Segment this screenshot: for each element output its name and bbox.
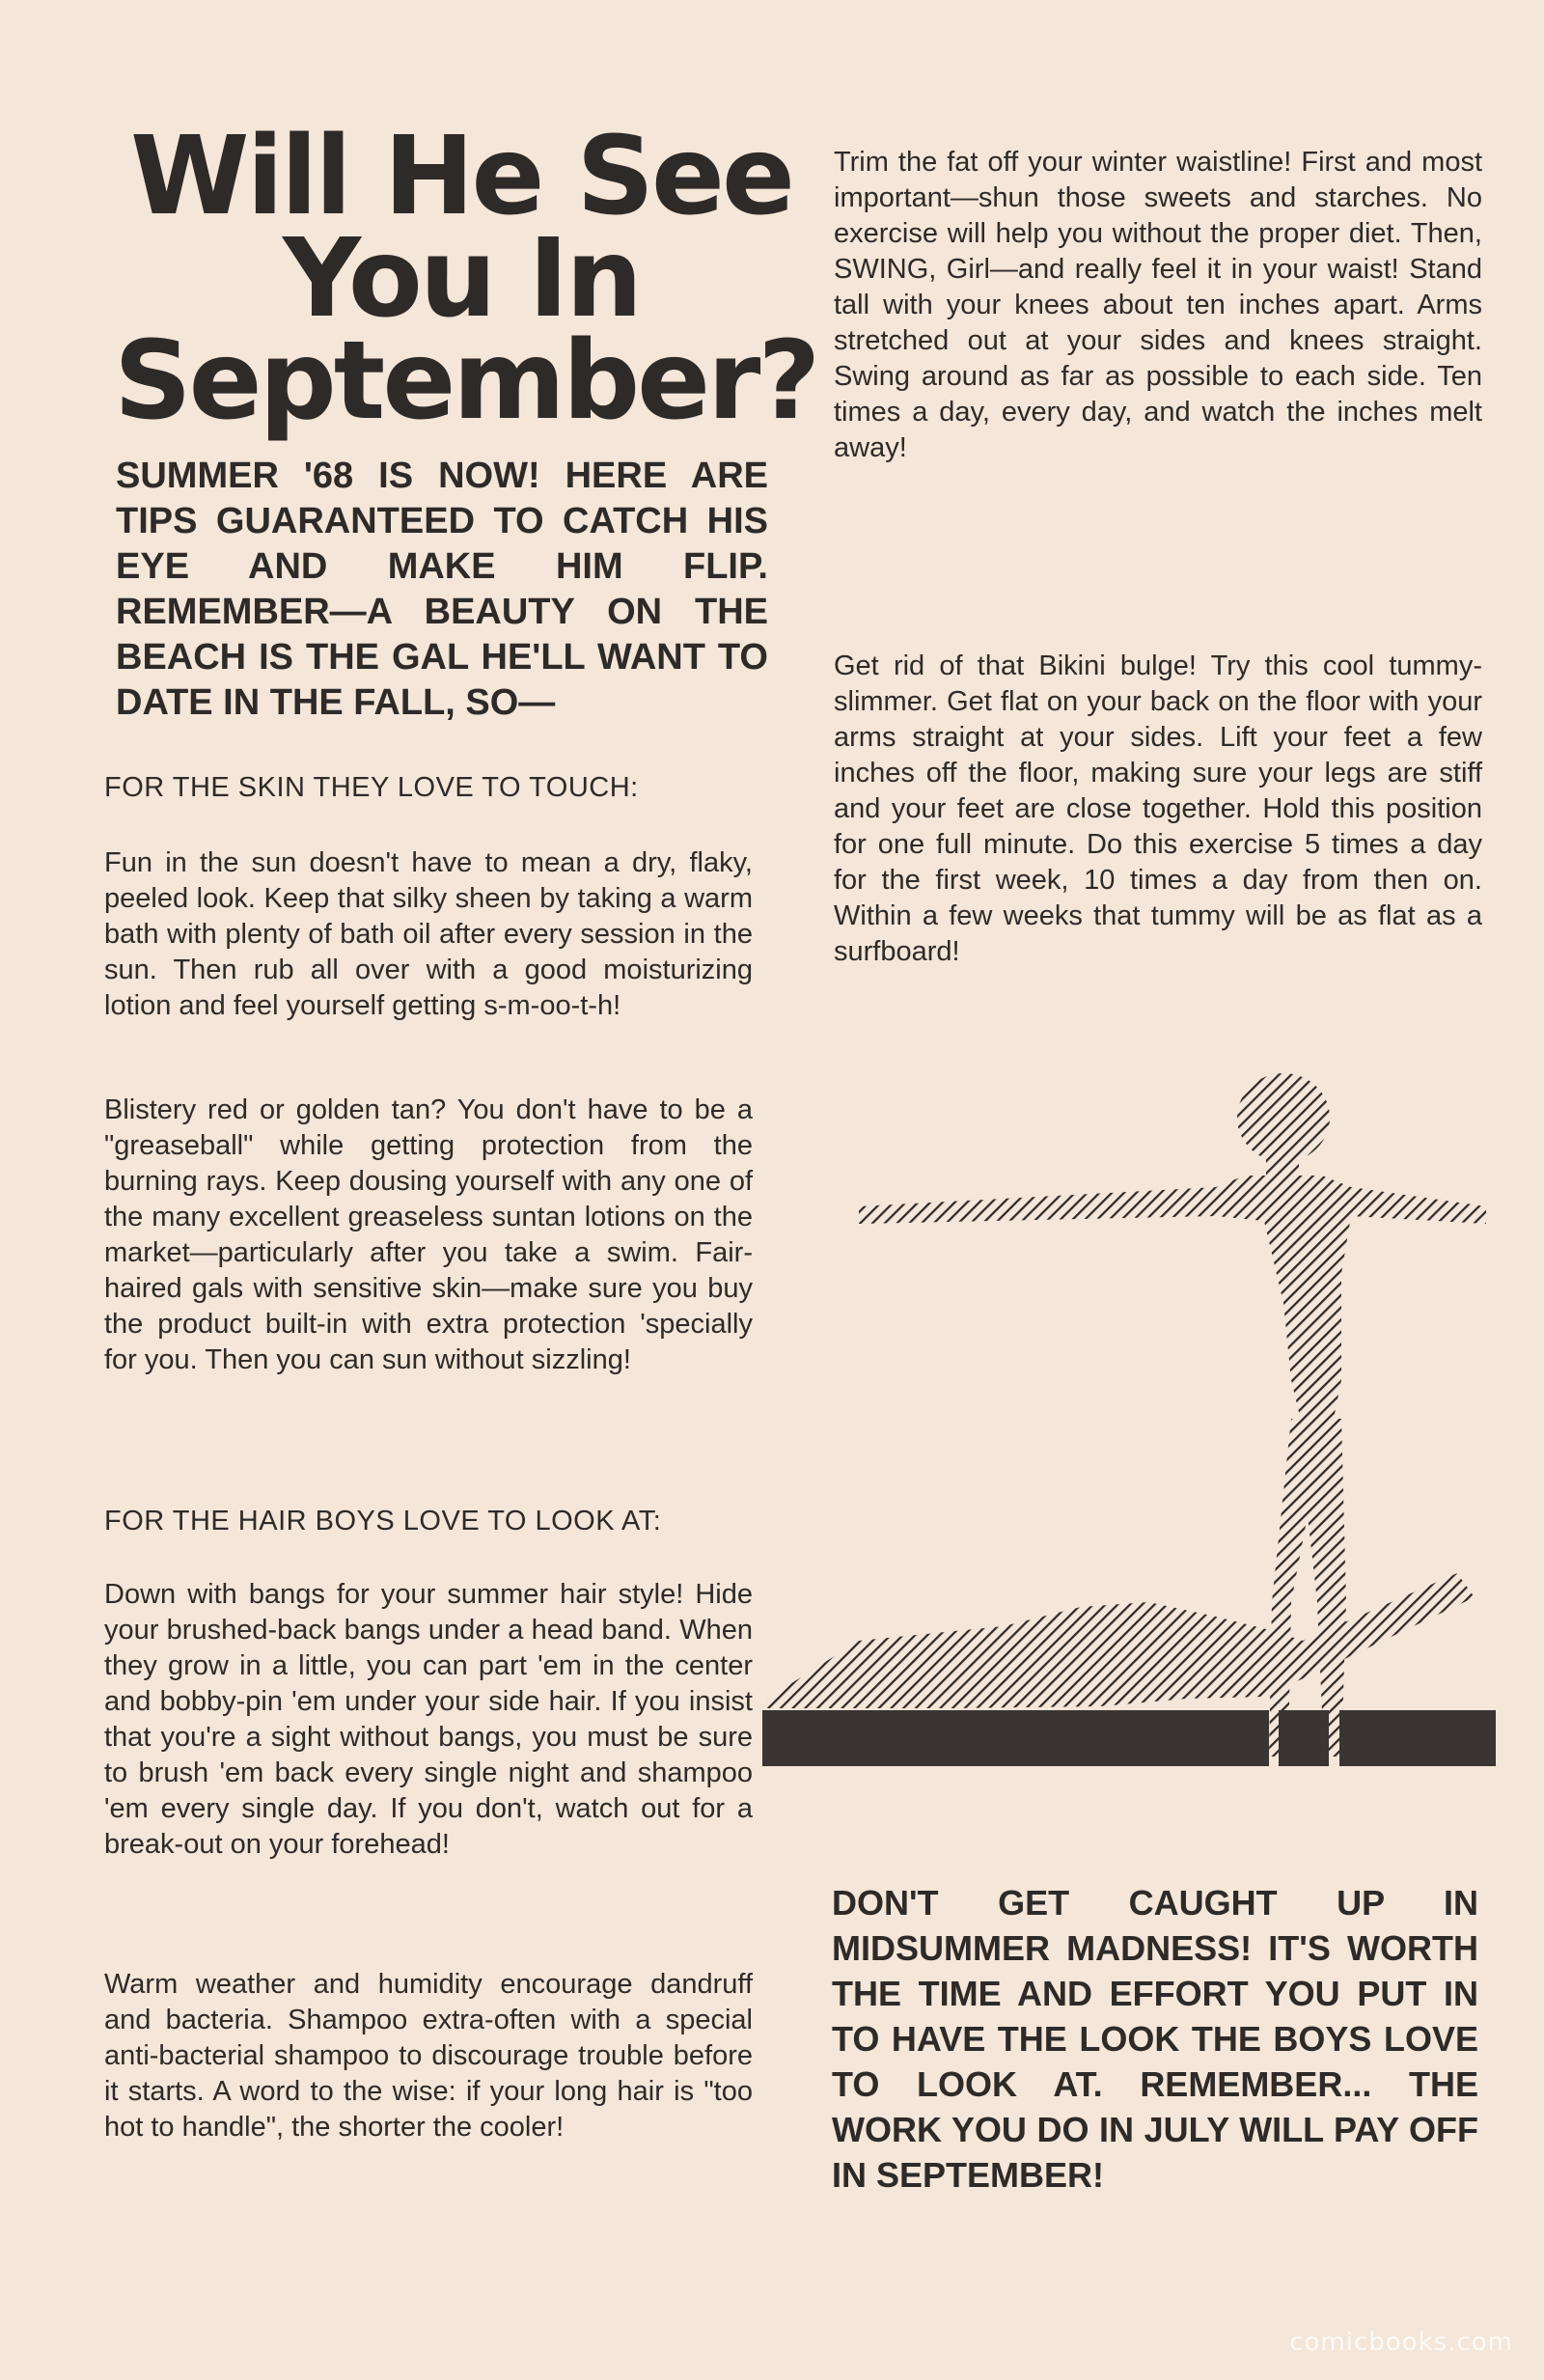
- headline-line-2: You In: [283, 216, 640, 342]
- exercise-illustration: [762, 1062, 1496, 1882]
- hair-paragraph-1: Down with bangs for your summer hair style! Hide your brushed-back bangs under a head band. When they grow in a little, you can part 'em in the center and bobby-pin 'em under your side hair. If you insist that you're a sight without bangs, you must be sure to brush 'em back every single night and shampoo 'em every single day. If you don't, watch out for a break-out on your forehead!: [104, 1579, 753, 1860]
- hair-section-heading: FOR THE HAIR BOYS LOVE TO LOOK AT:: [104, 1506, 662, 1536]
- intro-text: SUMMER '68 IS NOW! HERE ARE TIPS GUARANTEED TO CATCH HIS EYE AND MAKE HIM FLIP. REMEMBER—A BEAUTY ON THE BEACH IS THE GAL HE'LL WANT TO DATE IN THE FALL, SO—: [116, 456, 768, 723]
- closing-text: DON'T GET CAUGHT UP IN MIDSUMMER MADNESS! IT'S WORTH THE TIME AND EFFORT YOU PUT IN TO HAVE THE LOOK THE BOYS LOVE TO LOOK AT. REMEMBER... THE WORK YOU DO IN JULY WILL PAY OFF IN SEPTEMBER!: [832, 1883, 1478, 2195]
- lying-figure-icon: [767, 1573, 1475, 1708]
- headline-line-3: September?: [114, 318, 818, 444]
- headline: [114, 114, 818, 444]
- skin-paragraph-1: Fun in the sun doesn't have to mean a dry, flaky, peeled look. Keep that silky sheen by taking a warm bath with plenty of bath oil after every session in the sun. Then rub all over with a good moisturizing lotion and feel yourself getting s-m-oo-t-h!: [104, 847, 753, 1021]
- floor-bar: [762, 1710, 1496, 1766]
- waist-paragraph: Trim the fat off your winter waistline! First and most important—shun those sweets and starches. No exercise will help you without the proper diet. Then, SWING, Girl—and really feel it in your waist! Stand tall with your knees about ten inches apart. Arms stretched out at your sides and knees straight. Swing around as far as possible to each side. Ten times a day, every day, and watch the inches melt away!: [834, 147, 1482, 463]
- skin-paragraph-2: Blistery red or golden tan? You don't have to be a "greaseball" while getting protection from the burning rays. Keep dousing yourself with any one of the many excellent greaseless suntan lotions on the market—particularly after you take a swim. Fair-haired gals with sensitive skin—make sure you buy the product built-in with extra protection 'specially for you. Then you can sun without sizzling!: [104, 1094, 753, 1375]
- headline-line-1: Will He See: [130, 114, 792, 239]
- watermark-text: comicbooks.com: [1289, 2328, 1513, 2357]
- skin-section-heading: FOR THE SKIN THEY LOVE TO TOUCH:: [104, 772, 639, 803]
- hair-paragraph-2: Warm weather and humidity encourage dandruff and bacteria. Shampoo extra-often with a special anti-bacterial shampoo to discourage trouble before it starts. A word to the wise: if your long hair is "too hot to handle", the shorter the cooler!: [104, 1969, 753, 2143]
- tummy-paragraph: Get rid of that Bikini bulge! Try this cool tummy-slimmer. Get flat on your back on the floor with your arms straight at your sides. Lift your feet a few inches off the floor, making sure your legs are stiff and your feet are close together. Hold this position for one full minute. Do this exercise 5 times a day for the first week, 10 times a day from then on. Within a few weeks that tummy will be as flat as a surfboard!: [834, 650, 1482, 967]
